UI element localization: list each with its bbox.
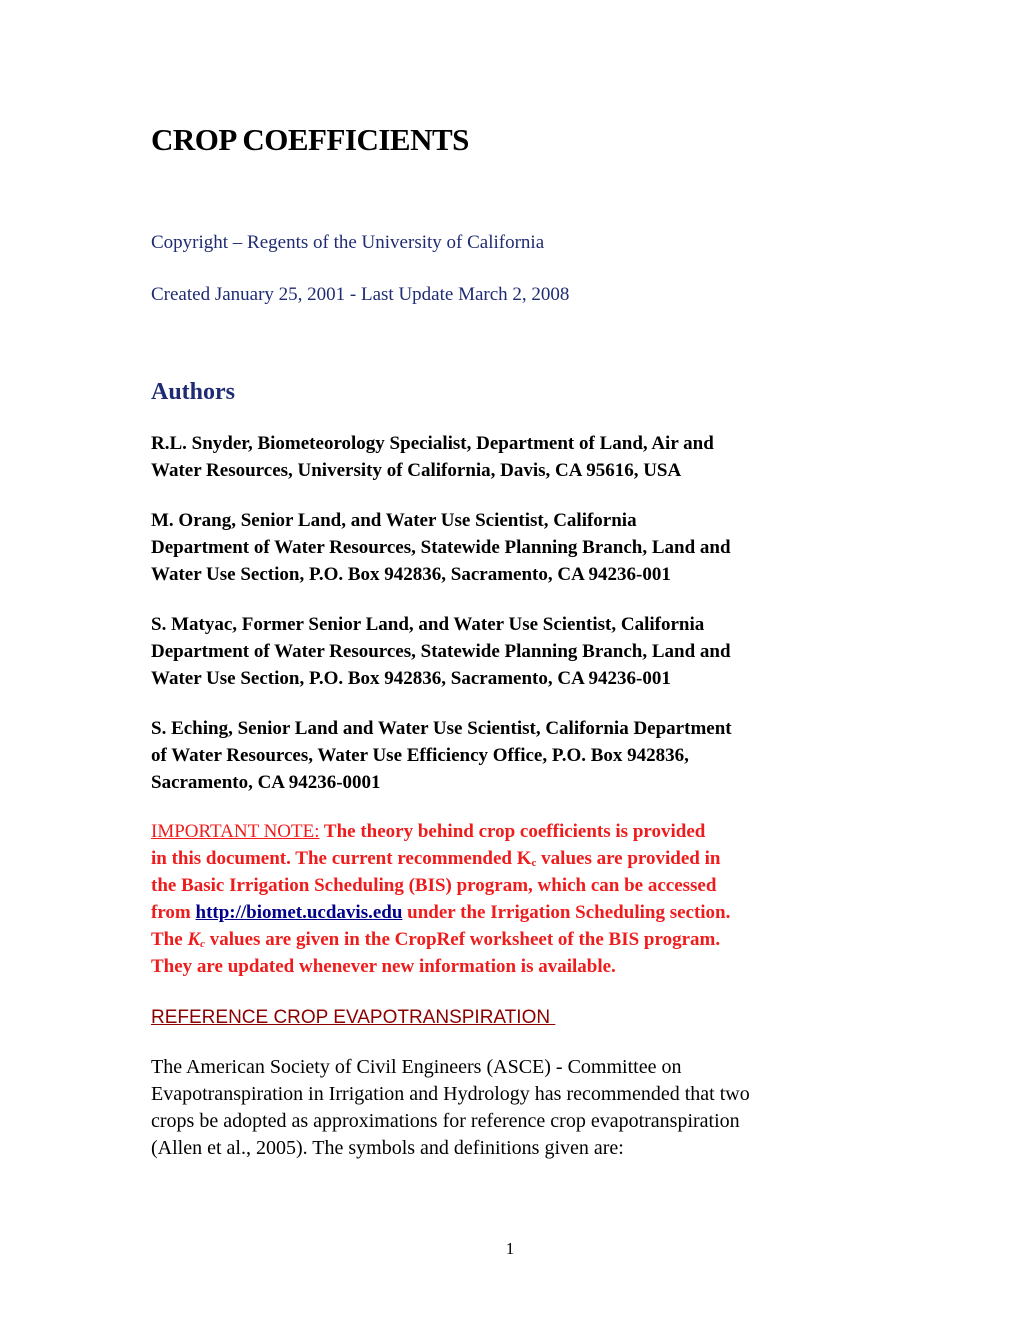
note-text: values are given in the CropRef worksheet of the BIS program. (205, 929, 721, 950)
kc-subscript: c (200, 938, 206, 950)
note-line (151, 818, 891, 845)
author-line: Water Resources, University of California, Davis, CA 95616, USA (151, 460, 682, 481)
body-line: (Allen et al., 2005). The symbols and definitions given are: (151, 1137, 624, 1159)
author-line: Sacramento, CA 94236-0001 (151, 772, 381, 793)
body-line: Evapotranspiration in Irrigation and Hydrology has recommended that two (151, 1083, 750, 1105)
created-date-line: Created January 25, 2001 - Last Update March 2, 2008 (151, 284, 570, 305)
authors-heading: Authors (151, 379, 236, 405)
section-heading-reference-et: REFERENCE CROP EVAPOTRANSPIRATION (151, 1007, 556, 1028)
author-line: Department of Water Resources, Statewide Planning Branch, Land and (151, 537, 731, 558)
author-line: Department of Water Resources, Statewide Planning Branch, Land and (151, 641, 731, 662)
copyright-line: Copyright – Regents of the University of California (151, 232, 545, 253)
biomet-link[interactable]: http://biomet.ucdavis.edu (195, 902, 403, 923)
kc-italic-letter: K (187, 929, 201, 950)
document-title: CROP COEFFICIENTS (151, 122, 469, 157)
note-text: from (151, 902, 196, 923)
author-line: S. Eching, Senior Land and Water Use Scientist, California Department (151, 718, 732, 739)
note-line (151, 926, 891, 953)
body-paragraph (151, 1054, 891, 1162)
author-entry-orang (151, 507, 881, 588)
author-line: S. Matyac, Former Senior Land, and Water Use Scientist, California (151, 614, 705, 635)
author-entry-matyac (151, 611, 881, 692)
note-text: values are provided in (536, 848, 721, 869)
body-line: The American Society of Civil Engineers (ASCE) - Committee on (151, 1056, 682, 1078)
note-line: the Basic Irrigation Scheduling (BIS) program, which can be accessed (151, 875, 717, 896)
kc-italic (187, 929, 205, 950)
note-text: The theory behind crop coefficients is provided (319, 821, 706, 842)
author-line: of Water Resources, Water Use Efficiency Office, P.O. Box 942836, (151, 745, 689, 766)
body-line: crops be adopted as approximations for reference crop evapotranspiration (151, 1110, 740, 1132)
author-entry-eching (151, 715, 881, 796)
note-text: under the Irrigation Scheduling section. (402, 902, 731, 923)
kc-subscript: c (531, 857, 537, 869)
important-note (151, 818, 891, 980)
author-line: Water Use Section, P.O. Box 942836, Sacramento, CA 94236-001 (151, 668, 671, 689)
author-line: R.L. Snyder, Biometeorology Specialist, Department of Land, Air and (151, 433, 714, 454)
note-text: in this document. The current recommended K (151, 848, 532, 869)
author-entry-snyder (151, 430, 881, 484)
note-line (151, 899, 891, 926)
author-line: M. Orang, Senior Land, and Water Use Scientist, California (151, 510, 637, 531)
author-line: Water Use Section, P.O. Box 942836, Sacramento, CA 94236-001 (151, 564, 671, 585)
note-text: The (151, 929, 188, 950)
note-line: They are updated whenever new information is available. (151, 956, 616, 977)
page-number: 1 (505, 1239, 515, 1258)
note-line (151, 845, 891, 872)
important-note-label: IMPORTANT NOTE: (151, 821, 320, 842)
